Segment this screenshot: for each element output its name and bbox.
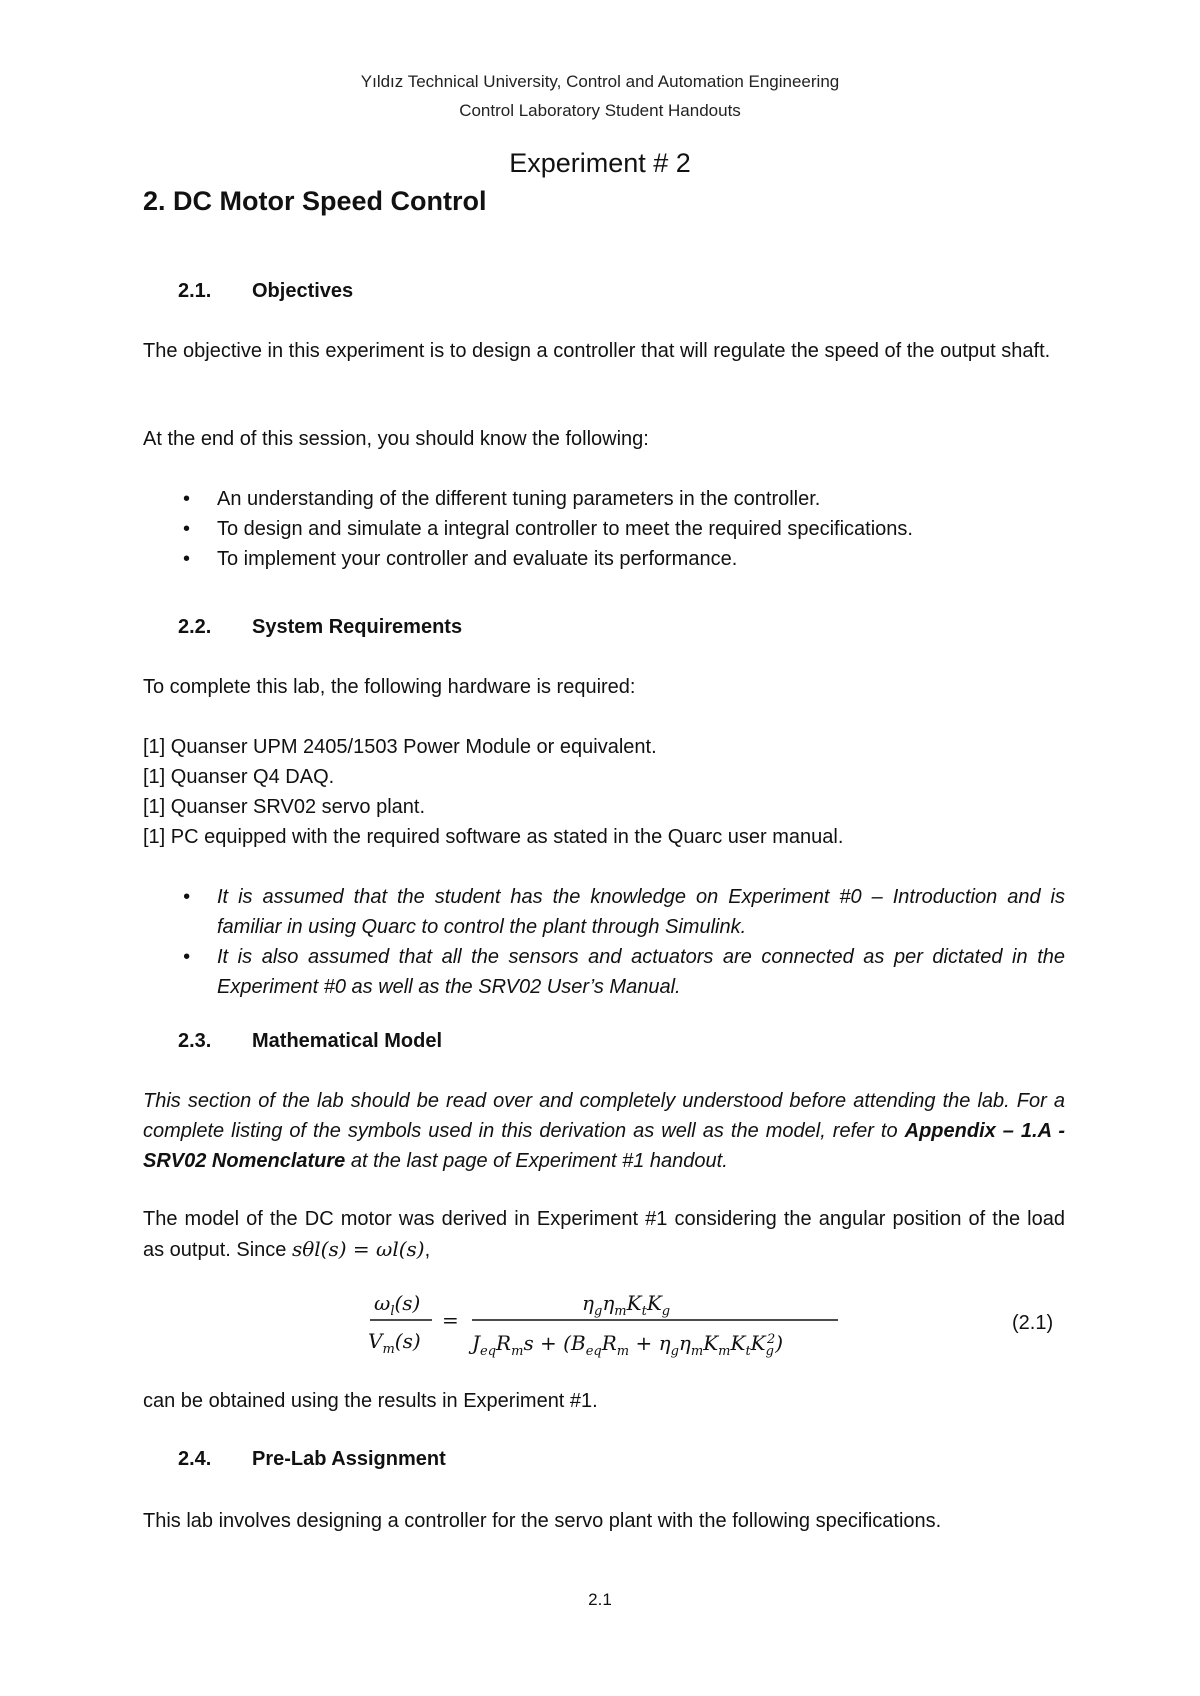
bullet-icon: •: [183, 488, 191, 510]
section-heading-prelab: [178, 1448, 446, 1471]
section-title: Pre-Lab Assignment: [252, 1448, 446, 1470]
prelab-paragraph: This lab involves designing a controller for the servo plant with the following specifications.: [143, 1510, 942, 1532]
section-heading-objectives: [178, 280, 353, 303]
section-title: Objectives: [252, 280, 354, 302]
list-item: • It is assumed that the student has the knowledge on Experiment #0 – Introduction and is familiar in using Quarc to control the plant through Simulink.: [143, 882, 1065, 942]
section-title: System Requirements: [252, 616, 463, 638]
appendix-reference: Appendix – 1.A - SRV02 Nomenclature: [143, 1120, 1065, 1172]
list-item: • It is also assumed that all the sensors and actuators are connected as per dictated in the Experiment #0 as well as the SRV02 User’s Manual.: [143, 942, 1065, 1002]
assumptions-bullet-list: [143, 882, 1065, 1002]
hardware-item: [1] Quanser SRV02 servo plant.: [143, 796, 426, 818]
model-intro-paragraph: This section of the lab should be read over and completely understood before attending the lab. For a complete listing of the symbols used in this derivation as well as the model, refer to Appendix – 1.A - SRV02 Nomenclature at the last page of Experiment #1 handout.: [143, 1090, 1065, 1172]
list-item: • To design and simulate a integral controller to meet the required specifications.: [143, 514, 1065, 544]
bullet-icon: •: [183, 518, 191, 540]
section-number: 2.3.: [178, 1030, 212, 1052]
bullet-icon: •: [183, 886, 191, 908]
section-number: 2.4.: [178, 1448, 212, 1470]
requirements-intro: To complete this lab, the following hardware is required:: [143, 676, 636, 698]
list-item: • An understanding of the different tuning parameters in the controller.: [143, 484, 1065, 514]
section-number: 2.1.: [178, 280, 212, 302]
session-intro-paragraph: At the end of this session, you should know the following:: [143, 428, 649, 450]
svg-text:ωl(s): $\omega_l(s)$: [374, 1291, 421, 1319]
page-number: 2.1: [588, 1590, 612, 1609]
section-number: 2.2.: [178, 616, 212, 638]
transfer-function-equation: [0, 1282, 1200, 1372]
header-university: Yıldız Technical University, Control and Automation Engineering: [360, 72, 840, 91]
bullet-icon: •: [183, 946, 191, 968]
section-title: Mathematical Model: [252, 1030, 443, 1052]
section-heading-model: [178, 1030, 442, 1053]
experiment-title: Experiment # 2: [509, 148, 691, 178]
svg-text:Vm(s): $V_m(s)$: [368, 1329, 421, 1357]
hardware-item: [1] Quanser UPM 2405/1503 Power Module or equivalent.: [143, 736, 657, 758]
objectives-bullet-list: [143, 484, 1065, 574]
list-item: • To implement your controller and evaluate its performance.: [143, 544, 1065, 574]
model-derivation-paragraph: The model of the DC motor was derived in Experiment #1 considering the angular position of the load as output. Since sθl(s) = ωl(s),: [143, 1208, 1065, 1261]
section-heading-requirements: [178, 616, 462, 639]
svg-text:=: =: [442, 1308, 459, 1332]
header-handouts: Control Laboratory Student Handouts: [459, 101, 741, 120]
equation-number: (2.1): [1012, 1312, 1054, 1334]
svg-text:ηgηmKtKg: $\eta_g\eta_mK_tK_g$: [582, 1291, 671, 1319]
objective-paragraph: The objective in this experiment is to design a controller that will regulate the speed of the output shaft.: [143, 340, 1051, 362]
model-result-paragraph: can be obtained using the results in Experiment #1.: [143, 1390, 598, 1412]
equation-graphic: [360, 1282, 880, 1372]
svg-text:JeqRms + (BeqRm + ηgηmKmKtKg2): $J_{eq}R_ms + (B_{eq}R_m + \eta_g\eta_mK_mK_tK_g2)$: [472, 1331, 784, 1359]
hardware-item: [1] PC equipped with the required software as stated in the Quarc user manual.: [143, 826, 844, 848]
inline-math: sθl(s) = ωl(s): [291, 1237, 425, 1261]
bullet-icon: •: [183, 548, 191, 570]
chapter-title: 2. DC Motor Speed Control: [143, 186, 487, 216]
hardware-item: [1] Quanser Q4 DAQ.: [143, 766, 335, 788]
